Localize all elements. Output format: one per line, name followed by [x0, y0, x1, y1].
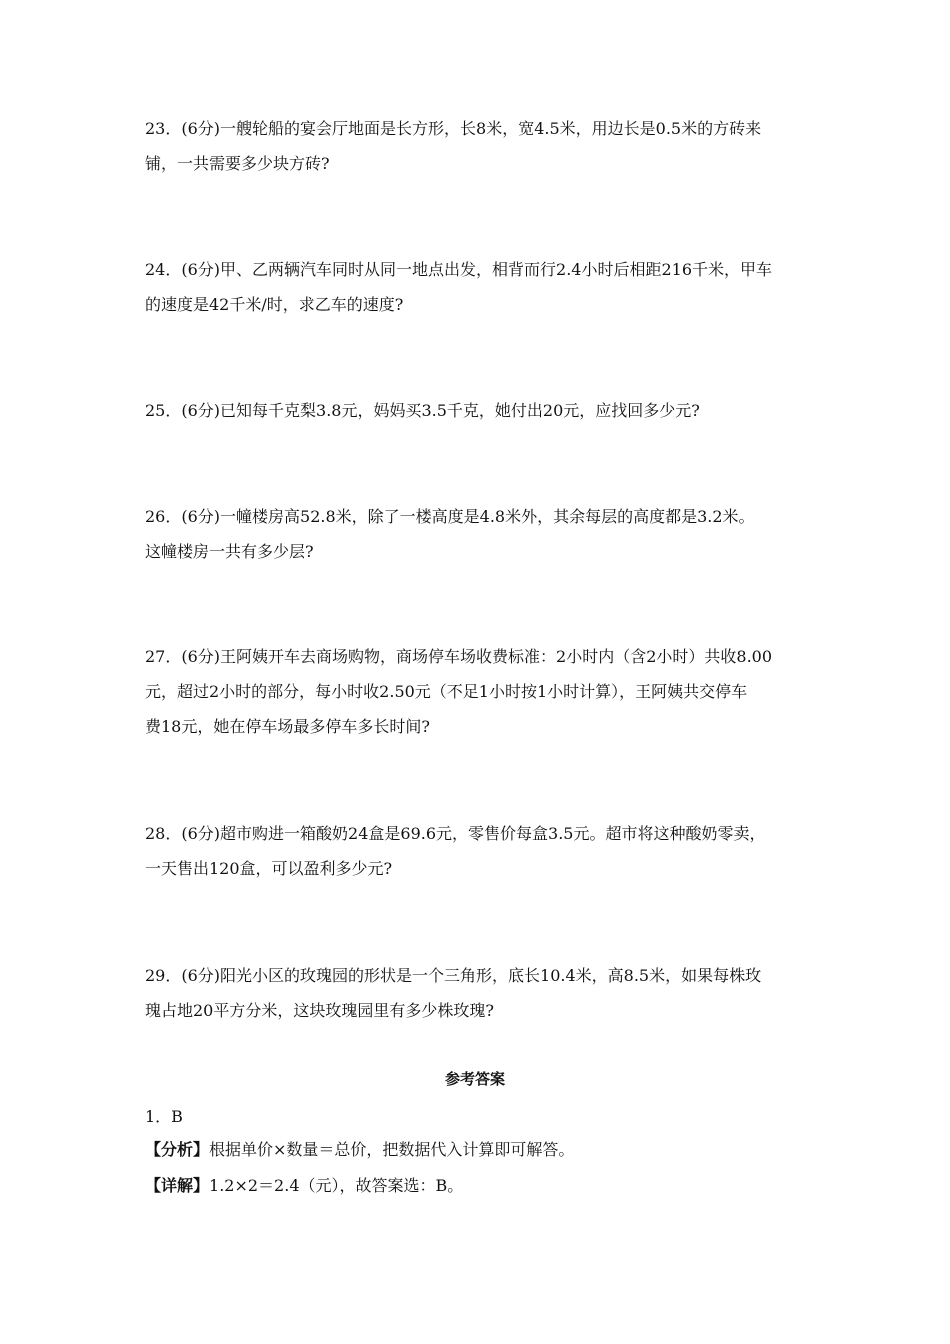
- question-line: 的速度是42千米/时，求乙车的速度?: [145, 295, 404, 314]
- question-line: 费18元，她在停车场最多停车多长时间?: [145, 717, 430, 736]
- question-line: 28．(6分)超市购进一箱酸奶24盒是69.6元，零售价每盒3.5元。超市将这种酸奶零卖，: [145, 824, 766, 843]
- question-line: 这幢楼房一共有多少层?: [145, 542, 314, 561]
- question-line: 23．(6分)一艘轮船的宴会厅地面是长方形，长8米，宽4.5米，用边长是0.5米的方砖来: [145, 119, 762, 138]
- answer-1-analysis: [145, 1137, 574, 1160]
- question-line: 26．(6分)一幢楼房高52.8米，除了一楼高度是4.8米外，其余每层的高度都是3.2米。: [145, 507, 755, 526]
- answer-1-detail: [145, 1173, 463, 1196]
- question-line: 24．(6分)甲、乙两辆汽车同时从同一地点出发，相背而行2.4小时后相距216千米，甲车: [145, 260, 773, 279]
- question-27: [145, 639, 810, 744]
- answer-1-number: 1．B: [145, 1107, 183, 1126]
- answer-section-title: 参考答案: [444, 1070, 505, 1088]
- question-25: [145, 393, 810, 428]
- question-line: 瑰占地20平方分米，这块玫瑰园里有多少株玫瑰?: [145, 1001, 494, 1020]
- question-line: 铺，一共需要多少块方砖?: [145, 154, 330, 173]
- question-line: 27．(6分)王阿姨开车去商场购物，商场停车场收费标准：2小时内（含2小时）共收8.00: [145, 647, 773, 666]
- question-line: 29．(6分)阳光小区的玫瑰园的形状是一个三角形，底长10.4米，高8.5米，如果每株玫: [145, 966, 762, 985]
- question-26: [145, 499, 810, 569]
- question-line: 25．(6分)已知每千克梨3.8元，妈妈买3.5千克，她付出20元，应找回多少元?: [145, 401, 700, 420]
- question-28: [145, 816, 810, 886]
- question-line: 元，超过2小时的部分，每小时收2.50元（不足1小时按1小时计算），王阿姨共交停车: [145, 682, 748, 701]
- question-23: [145, 111, 810, 181]
- detail-tag: 【详解】: [145, 1176, 210, 1195]
- analysis-text: 根据单价×数量＝总价，把数据代入计算即可解答。: [209, 1140, 575, 1159]
- question-29: [145, 958, 810, 1028]
- detail-text: 1.2×2＝2.4（元），故答案选：B。: [209, 1176, 464, 1195]
- question-24: [145, 252, 810, 322]
- analysis-tag: 【分析】: [145, 1140, 210, 1159]
- question-line: 一天售出120盒，可以盈利多少元?: [145, 859, 393, 878]
